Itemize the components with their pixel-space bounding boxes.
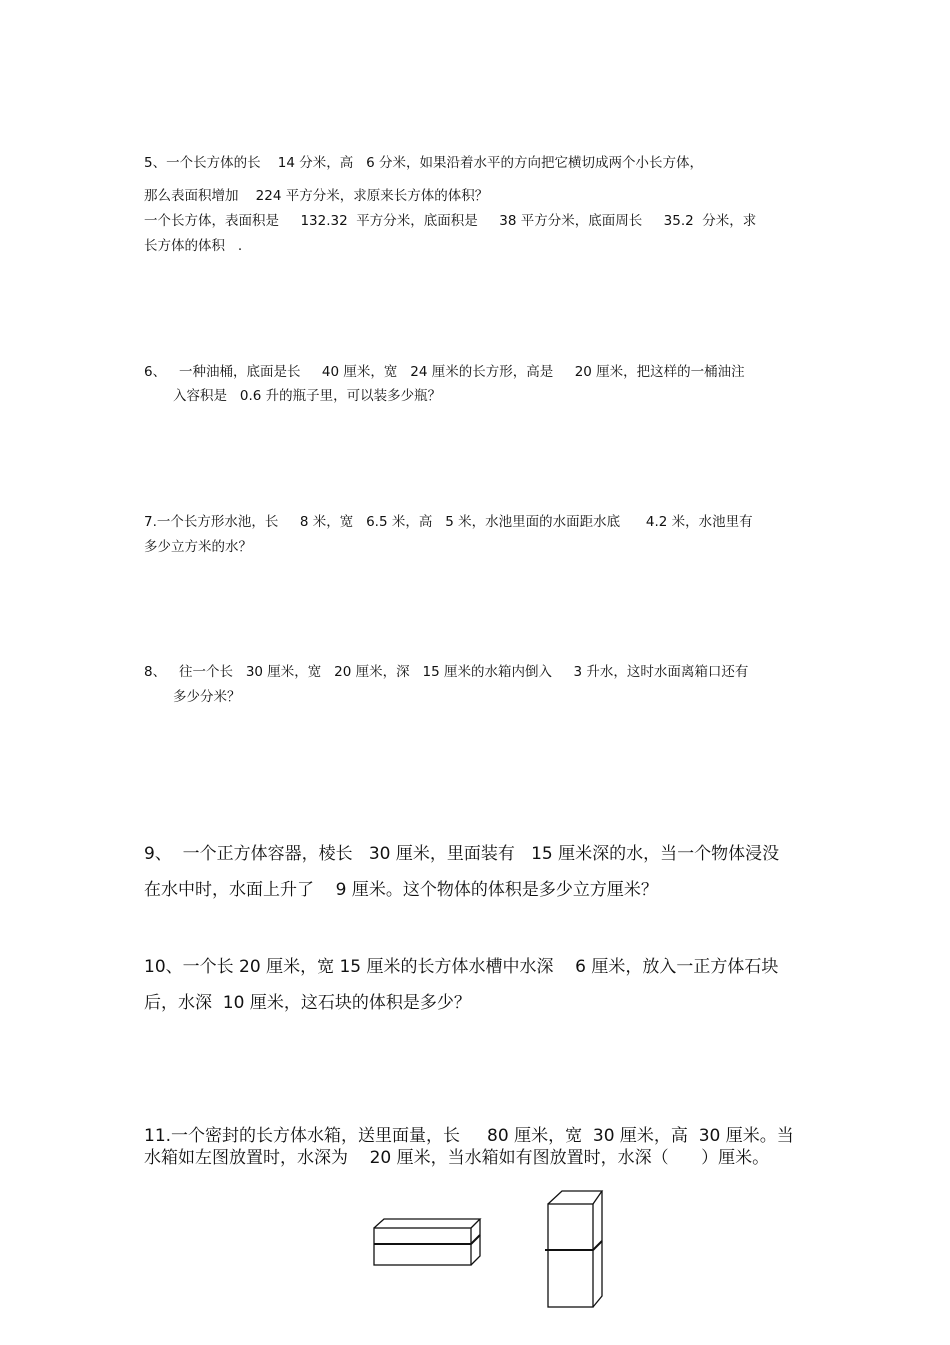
box-front-face [548,1204,593,1307]
problem-5b-line-2: 长方体的体积 . [144,238,243,254]
problem-8-line-1: 8、 往一个长 30 厘米，宽 20 厘米，深 15 厘米的水箱内倒入 3 升水，这时水面离箱口还有 [144,664,749,680]
water-level-side-line [471,1235,480,1244]
problem-7-line-2: 多少立方米的水？ [144,539,252,555]
water-level-side-line [593,1241,602,1250]
problem-9-line-1: 9、 一个正方体容器，棱长 30 厘米，里面装有 15 厘米深的水，当一个物体浸没 [144,844,780,864]
problem-8-line-2: 多少分米？ [173,689,241,705]
problem-10-line-2: 后，水深 10 厘米，这石块的体积是多少？ [144,993,471,1013]
box-top-face [374,1219,480,1228]
box-top-face [548,1191,602,1204]
box-front-face [374,1228,471,1265]
problem-5-line-2: 那么表面积增加 224 平方分米，求原来长方体的体积？ [144,188,489,204]
problem-11-line-1: 11.一个密封的长方体水箱，送里面量，长 80 厘米，宽 30 厘米，高 30 厘米。当 [144,1126,794,1146]
horizontal-box-figure [368,1214,488,1270]
problem-5b-line-1: 一个长方体，表面积是 132.32 平方分米，底面积是 38 平方分米，底面周长 35.2 分米，求 [144,213,757,229]
problem-9-line-2: 在水中时，水面上升了 9 厘米。这个物体的体积是多少立方厘米？ [144,880,658,900]
vertical-box-figure [542,1186,608,1312]
problem-6-line-1: 6、 一种油桶，底面是长 40 厘米，宽 24 厘米的长方形，高是 20 厘米，把这样的一桶油注 [144,364,745,380]
problem-7-line-1: 7.一个长方形水池，长 8 米，宽 6.5 米，高 5 米，水池里面的水面距水底 4.2 米，水池里有 [144,514,753,530]
problem-10-line-1: 10、一个长 20 厘米，宽 15 厘米的长方体水槽中水深 6 厘米，放入一正方体石块 [144,957,779,977]
problem-6-line-2: 入容积是 0.6 升的瓶子里，可以装多少瓶？ [173,388,442,404]
problem-5-line-1: 5、一个长方体的长 14 分米，高 6 分米，如果沿着水平的方向把它横切成两个小长方体， [144,155,703,171]
problem-11-line-2: 水箱如左图放置时，水深为 20 厘米，当水箱如有图放置时，水深（ ）厘米。 [144,1148,770,1168]
